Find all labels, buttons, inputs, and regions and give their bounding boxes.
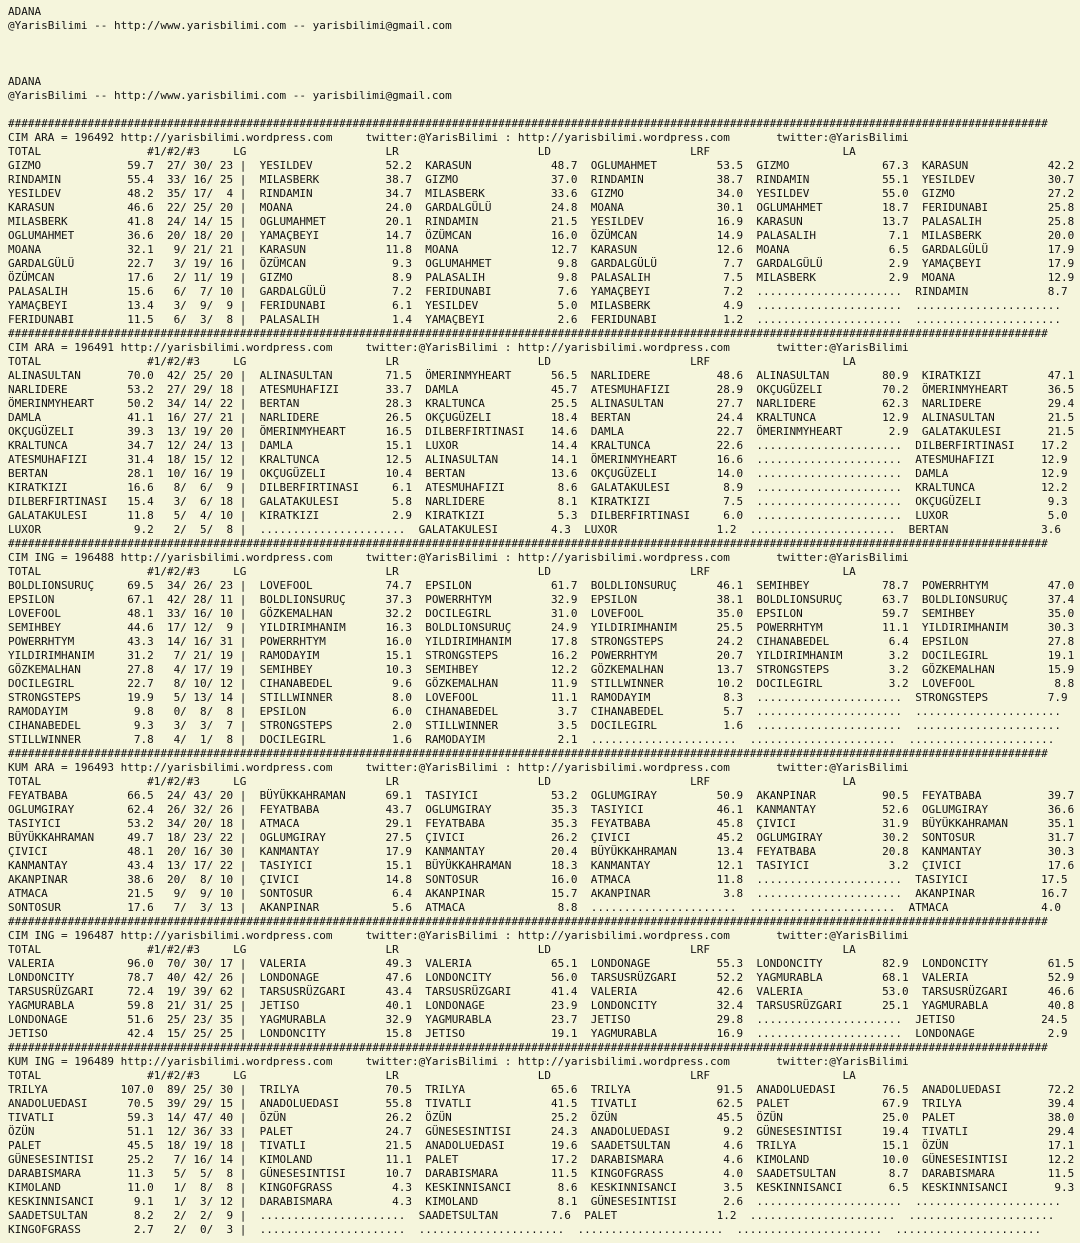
text-line: LONDONCITY 78.7 40/ 42/ 26 | LONDONAGE 47.6 LONDONCITY 56.0 TARSUSRÜZGARI 52.2 YAGMURABLA 68.1 VALERIA 52.9: [8, 971, 1075, 984]
text-line: KRALTUNCA 34.7 12/ 24/ 13 | DAMLA 15.1 LUXOR 14.4 KRALTUNCA 22.6 ...................... DILBERFIRTINASI 17.2: [8, 439, 1068, 452]
text-line: TARSUSRÜZGARI 72.4 19/ 39/ 62 | TARSUSRÜZGARI 43.4 TARSUSRÜZGARI 41.4 VALERIA 42.6 VALERIA 53.0 TARSUSRÜZGARI 46.6: [8, 985, 1075, 998]
text-line: LOVEFOOL 48.1 33/ 16/ 10 | GÖZKEMALHAN 32.2 DOCILEGIRL 31.0 LOVEFOOL 35.0 EPSILON 59.7 SEMIHBEY 35.0: [8, 607, 1075, 620]
text-line: JETISO 42.4 15/ 25/ 25 | LONDONCITY 15.8 JETISO 19.1 YAGMURABLA 16.9 ...................... LONDONAGE 2.9: [8, 1027, 1068, 1040]
text-line: STRONGSTEPS 19.9 5/ 13/ 14 | STILLWINNER 8.0 LOVEFOOL 11.1 RAMODAYIM 8.3 ...................... STRONGSTEPS 7.9: [8, 691, 1068, 704]
text-line: DOCILEGIRL 22.7 8/ 10/ 12 | CIHANABEDEL 9.6 GÖZKEMALHAN 11.9 STILLWINNER 10.2 DOCILEGIRL 3.2 LOVEFOOL 8.8: [8, 677, 1075, 690]
text-line: ANADOLUEDASI 70.5 39/ 29/ 15 | ANADOLUEDASI 55.8 TIVATLI 41.5 TIVATLI 62.5 PALET 67.9 TRILYA 39.4: [8, 1097, 1075, 1110]
text-line: GÖZKEMALHAN 27.8 4/ 17/ 19 | SEMIHBEY 10.3 SEMIHBEY 12.2 GÖZKEMALHAN 13.7 STRONGSTEPS 3.2 GÖZKEMALHAN 15.9: [8, 663, 1075, 676]
text-line: DARABISMARA 11.3 5/ 5/ 8 | GÜNESESINTISI 10.7 DARABISMARA 11.5 KINGOFGRASS 4.0 SAADETSULTAN 8.7 DARABISMARA 11.5: [8, 1167, 1075, 1180]
text-line: KANMANTAY 43.4 13/ 17/ 22 | TASIYICI 15.1 BÜYÜKKAHRAMAN 18.3 KANMANTAY 12.1 TASIYICI 3.2 ÇIVICI 17.6: [8, 859, 1075, 872]
text-line: YAGMURABLA 59.8 21/ 31/ 25 | JETISO 40.1 LONDONAGE 23.9 LONDONCITY 32.4 TARSUSRÜZGARI 25.1 YAGMURABLA 40.8: [8, 999, 1075, 1012]
text-line: ALINASULTAN 70.0 42/ 25/ 20 | ALINASULTAN 71.5 ÖMERINMYHEART 56.5 NARLIDERE 48.6 ALINASULTAN 80.9 KIRATKIZI 47.1: [8, 369, 1075, 382]
text-line: TOTAL #1/#2/#3 LG LR LD LRF LA: [8, 355, 856, 368]
text-line: FEYATBABA 66.5 24/ 43/ 20 | BÜYÜKKAHRAMAN 69.1 TASIYICI 53.2 OGLUMGIRAY 50.9 AKANPINAR 90.5 FEYATBABA 39.7: [8, 789, 1075, 802]
text-line: TOTAL #1/#2/#3 LG LR LD LRF LA: [8, 775, 856, 788]
text-line: [8, 61, 1080, 75]
text-line: ÖZÜN 51.1 12/ 36/ 33 | PALET 24.7 GÜNESESINTISI 24.3 ANADOLUEDASI 9.2 GÜNESESINTISI 19.4 TIVATLI 29.4: [8, 1125, 1075, 1138]
text-line: EPSILON 67.1 42/ 28/ 11 | BOLDLIONSURUÇ 37.3 POWERRHTYM 32.9 EPSILON 38.1 BOLDLIONSURUÇ 63.7 BOLDLIONSURUÇ 37.4: [8, 593, 1075, 606]
text-line: BÜYÜKKAHRAMAN 49.7 18/ 23/ 22 | OGLUMGIRAY 27.5 ÇIVICI 26.2 ÇIVICI 45.2 OGLUMGIRAY 30.2 SONTOSUR 31.7: [8, 831, 1075, 844]
text-line: TASIYICI 53.2 34/ 20/ 18 | ATMACA 29.1 FEYATBABA 35.3 FEYATBABA 45.8 ÇIVICI 31.9 BÜYÜKKAHRAMAN 35.1: [8, 817, 1075, 830]
text-line: RAMODAYIM 9.8 0/ 8/ 8 | EPSILON 6.0 CIHANABEDEL 3.7 CIHANABEDEL 5.7 ...................... ......................: [8, 705, 1061, 718]
text-line: GARDALGÜLÜ 22.7 3/ 19/ 16 | ÖZÜMCAN 9.3 OGLUMAHMET 9.8 GARDALGÜLÜ 7.7 GARDALGÜLÜ 2.9 YAMAÇBEYI 17.9: [8, 257, 1075, 270]
text-line: FERIDUNABI 11.5 6/ 3/ 8 | PALASALIH 1.4 YAMAÇBEYI 2.6 FERIDUNABI 1.2 ...................... ......................: [8, 313, 1061, 326]
text-line: CIM ARA = 196492 http://yarisbilimi.wordpress.com twitter:@YarisBilimi : http://yarisbilimi.wordpress.com twitter:@YarisBilimi: [8, 131, 909, 144]
text-line: #############################################################################################################################################################: [8, 117, 1048, 130]
text-line: TOTAL #1/#2/#3 LG LR LD LRF LA: [8, 145, 856, 158]
text-line: STILLWINNER 7.8 4/ 1/ 8 | DOCILEGIRL 1.6 RAMODAYIM 2.1 ...................... ...................... ......................: [8, 733, 1055, 746]
text-line: TOTAL #1/#2/#3 LG LR LD LRF LA: [8, 943, 856, 956]
text-line: KESKINNISANCI 9.1 1/ 3/ 12 | DARABISMARA 4.3 KIMOLAND 8.1 GÜNESESINTISI 2.6 ...................... ......................: [8, 1195, 1061, 1208]
text-line: [8, 33, 1080, 47]
text-line: DILBERFIRTINASI 15.4 3/ 6/ 18 | GALATAKULESI 5.8 NARLIDERE 8.1 KIRATKIZI 7.5 ...................... OKÇUGÜZELI 9.3: [8, 495, 1068, 508]
text-line: GALATAKULESI 11.8 5/ 4/ 10 | KIRATKIZI 2.9 KIRATKIZI 5.3 DILBERFIRTINASI 6.0 ...................... LUXOR 5.0: [8, 509, 1068, 522]
text-line: ADANA: [8, 5, 42, 18]
text-line: #############################################################################################################################################################: [8, 747, 1048, 760]
text-line: [8, 103, 1080, 117]
text-line: MILASBERK 41.8 24/ 14/ 15 | OGLUMAHMET 20.1 RINDAMIN 21.5 YESILDEV 16.9 KARASUN 13.7 PALASALIH 25.8: [8, 215, 1075, 228]
text-line: PALET 45.5 18/ 19/ 18 | TIVATLI 21.5 ANADOLUEDASI 19.6 SAADETSULTAN 4.6 TRILYA 15.1 ÖZÜN 17.1: [8, 1139, 1075, 1152]
text-line: YILDIRIMHANIM 31.2 7/ 21/ 19 | RAMODAYIM 15.1 STRONGSTEPS 16.2 POWERRHTYM 20.7 YILDIRIMHANIM 3.2 DOCILEGIRL 19.1: [8, 649, 1075, 662]
text-line: NARLIDERE 53.2 27/ 29/ 18 | ATESMUHAFIZI 33.7 DAMLA 45.7 ATESMUHAFIZI 28.9 OKÇUGÜZELI 70.2 ÖMERINMYHEART 36.5: [8, 383, 1075, 396]
text-line: DAMLA 41.1 16/ 27/ 21 | NARLIDERE 26.5 OKÇUGÜZELI 18.4 BERTAN 24.4 KRALTUNCA 12.9 ALINASULTAN 21.5: [8, 411, 1075, 424]
text-line: ÖMERINMYHEART 50.2 34/ 14/ 22 | BERTAN 28.3 KRALTUNCA 25.5 ALINASULTAN 27.7 NARLIDERE 62.3 NARLIDERE 29.4: [8, 397, 1075, 410]
text-line: ÇIVICI 48.1 20/ 16/ 30 | KANMANTAY 17.9 KANMANTAY 20.4 BÜYÜKKAHRAMAN 13.4 FEYATBABA 20.8 KANMANTAY 30.3: [8, 845, 1075, 858]
text-line: KUM ARA = 196493 http://yarisbilimi.wordpress.com twitter:@YarisBilimi : http://yarisbilimi.wordpress.com twitter:@YarisBilimi: [8, 761, 909, 774]
text-line: TOTAL #1/#2/#3 LG LR LD LRF LA: [8, 1069, 856, 1082]
text-line: TIVATLI 59.3 14/ 47/ 40 | ÖZÜN 26.2 ÖZÜN 25.2 ÖZÜN 45.5 ÖZÜN 25.0 PALET 38.0: [8, 1111, 1075, 1124]
text-line: VALERIA 96.0 70/ 30/ 17 | VALERIA 49.3 VALERIA 65.1 LONDONAGE 55.3 LONDONCITY 82.9 LONDONCITY 61.5: [8, 957, 1075, 970]
text-line: #############################################################################################################################################################: [8, 537, 1048, 550]
text-line: GIZMO 59.7 27/ 30/ 23 | YESILDEV 52.2 KARASUN 48.7 OGLUMAHMET 53.5 GIZMO 67.3 KARASUN 42.2: [8, 159, 1075, 172]
text-line: MOANA 32.1 9/ 21/ 21 | KARASUN 11.8 MOANA 12.7 KARASUN 12.6 MOANA 6.5 GARDALGÜLÜ 17.9: [8, 243, 1075, 256]
text-line: BOLDLIONSURUÇ 69.5 34/ 26/ 23 | LOVEFOOL 74.7 EPSILON 61.7 BOLDLIONSURUÇ 46.1 SEMIHBEY 78.7 POWERRHTYM 47.0: [8, 579, 1075, 592]
text-line: POWERRHTYM 43.3 14/ 16/ 31 | POWERRHTYM 16.0 YILDIRIMHANIM 17.8 STRONGSTEPS 24.2 CIHANABEDEL 6.4 EPSILON 27.8: [8, 635, 1075, 648]
text-line: CIM ING = 196488 http://yarisbilimi.wordpress.com twitter:@YarisBilimi : http://yarisbilimi.wordpress.com twitter:@YarisBilimi: [8, 551, 909, 564]
text-line: YESILDEV 48.2 35/ 17/ 4 | RINDAMIN 34.7 MILASBERK 33.6 GIZMO 34.0 YESILDEV 55.0 GIZMO 27.2: [8, 187, 1075, 200]
text-line: KARASUN 46.6 22/ 25/ 20 | MOANA 24.0 GARDALGÜLÜ 24.8 MOANA 30.1 OGLUMAHMET 18.7 FERIDUNABI 25.8: [8, 201, 1075, 214]
text-line: ÖZÜMCAN 17.6 2/ 11/ 19 | GIZMO 8.9 PALASALIH 9.8 PALASALIH 7.5 MILASBERK 2.9 MOANA 12.9: [8, 271, 1075, 284]
text-line: GÜNESESINTISI 25.2 7/ 16/ 14 | KIMOLAND 11.1 PALET 17.2 DARABISMARA 4.6 KIMOLAND 10.0 GÜNESESINTISI 12.2: [8, 1153, 1075, 1166]
text-line: @YarisBilimi -- http://www.yarisbilimi.com -- yarisbilimi@gmail.com: [8, 89, 452, 102]
text-line: RINDAMIN 55.4 33/ 16/ 25 | MILASBERK 38.7 GIZMO 37.0 RINDAMIN 38.7 RINDAMIN 55.1 YESILDEV 30.7: [8, 173, 1075, 186]
text-line: CIM ING = 196487 http://yarisbilimi.wordpress.com twitter:@YarisBilimi : http://yarisbilimi.wordpress.com twitter:@YarisBilimi: [8, 929, 909, 942]
text-line: SEMIHBEY 44.6 17/ 12/ 9 | YILDIRIMHANIM 16.3 BOLDLIONSURUÇ 24.9 YILDIRIMHANIM 25.5 POWERRHTYM 11.1 YILDIRIMHANIM 30.3: [8, 621, 1075, 634]
text-line: KINGOFGRASS 2.7 2/ 0/ 3 | ...................... ...................... ...................... ...................... ......................: [8, 1223, 1042, 1236]
text-line: CIM ARA = 196491 http://yarisbilimi.wordpress.com twitter:@YarisBilimi : http://yarisbilimi.wordpress.com twitter:@YarisBilimi: [8, 341, 909, 354]
text-line: SONTOSUR 17.6 7/ 3/ 13 | AKANPINAR 5.6 ATMACA 8.8 ...................... ...................... ATMACA 4.0: [8, 901, 1061, 914]
text-line: TRILYA 107.0 89/ 25/ 30 | TRILYA 70.5 TRILYA 65.6 TRILYA 91.5 ANADOLUEDASI 76.5 ANADOLUEDASI 72.2: [8, 1083, 1075, 1096]
text-line: SAADETSULTAN 8.2 2/ 2/ 9 | ...................... SAADETSULTAN 7.6 PALET 1.2 ...................... ......................: [8, 1209, 1055, 1222]
text-line: [8, 47, 1080, 61]
text-line: LUXOR 9.2 2/ 5/ 8 | ...................... GALATAKULESI 4.3 LUXOR 1.2 ...................... BERTAN 3.6: [8, 523, 1061, 536]
text-line: @YarisBilimi -- http://www.yarisbilimi.com -- yarisbilimi@gmail.com: [8, 19, 452, 32]
text-line: TOTAL #1/#2/#3 LG LR LD LRF LA: [8, 565, 856, 578]
text-line: BERTAN 28.1 10/ 16/ 19 | OKÇUGÜZELI 10.4 BERTAN 13.6 OKÇUGÜZELI 14.0 ...................... DAMLA 12.9: [8, 467, 1068, 480]
text-line: KIMOLAND 11.0 1/ 8/ 8 | KINGOFGRASS 4.3 KESKINNISANCI 8.6 KESKINNISANCI 3.5 KESKINNISANCI 6.5 KESKINNISANCI 9.3: [8, 1181, 1075, 1194]
text-line: PALASALIH 15.6 6/ 7/ 10 | GARDALGÜLÜ 7.2 FERIDUNABI 7.6 YAMAÇBEYI 7.2 ...................... RINDAMIN 8.7: [8, 285, 1068, 298]
text-line: OKÇUGÜZELI 39.3 13/ 19/ 20 | ÖMERINMYHEART 16.5 DILBERFIRTINASI 14.6 DAMLA 22.7 ÖMERINMYHEART 2.9 GALATAKULESI 21.5: [8, 425, 1075, 438]
text-line: ATMACA 21.5 9/ 9/ 10 | SONTOSUR 6.4 AKANPINAR 15.7 AKANPINAR 3.8 ...................... AKANPINAR 16.7: [8, 887, 1068, 900]
text-line: YAMAÇBEYI 13.4 3/ 9/ 9 | FERIDUNABI 6.1 YESILDEV 5.0 MILASBERK 4.9 ...................... ......................: [8, 299, 1061, 312]
text-line: KIRATKIZI 16.6 8/ 6/ 9 | DILBERFIRTINASI 6.1 ATESMUHAFIZI 8.6 GALATAKULESI 8.9 ...................... KRALTUNCA 12.2: [8, 481, 1068, 494]
text-line: ADANA: [8, 75, 42, 88]
text-line: CIHANABEDEL 9.3 3/ 3/ 7 | STRONGSTEPS 2.0 STILLWINNER 3.5 DOCILEGIRL 1.6 ...................... ......................: [8, 719, 1061, 732]
text-line: OGLUMGIRAY 62.4 26/ 32/ 26 | FEYATBABA 43.7 OGLUMGIRAY 35.3 TASIYICI 46.1 KANMANTAY 52.6 OGLUMGIRAY 36.6: [8, 803, 1075, 816]
text-line: ATESMUHAFIZI 31.4 18/ 15/ 12 | KRALTUNCA 12.5 ALINASULTAN 14.1 ÖMERINMYHEART 16.6 ...................... ATESMUHAFIZI 12.9: [8, 453, 1068, 466]
text-line: OGLUMAHMET 36.6 20/ 18/ 20 | YAMAÇBEYI 14.7 ÖZÜMCAN 16.0 ÖZÜMCAN 14.9 PALASALIH 7.1 MILASBERK 20.0: [8, 229, 1075, 242]
text-line: #############################################################################################################################################################: [8, 915, 1048, 928]
text-line: #############################################################################################################################################################: [8, 327, 1048, 340]
text-line: #############################################################################################################################################################: [8, 1041, 1048, 1054]
text-line: LONDONAGE 51.6 25/ 23/ 35 | YAGMURABLA 32.9 YAGMURABLA 23.7 JETISO 29.8 ...................... JETISO 24.5: [8, 1013, 1068, 1026]
text-line: KUM ING = 196489 http://yarisbilimi.wordpress.com twitter:@YarisBilimi : http://yarisbilimi.wordpress.com twitter:@YarisBilimi: [8, 1055, 909, 1068]
text-line: AKANPINAR 38.6 20/ 8/ 10 | ÇIVICI 14.8 SONTOSUR 16.0 ATMACA 11.8 ...................... TASIYICI 17.5: [8, 873, 1068, 886]
